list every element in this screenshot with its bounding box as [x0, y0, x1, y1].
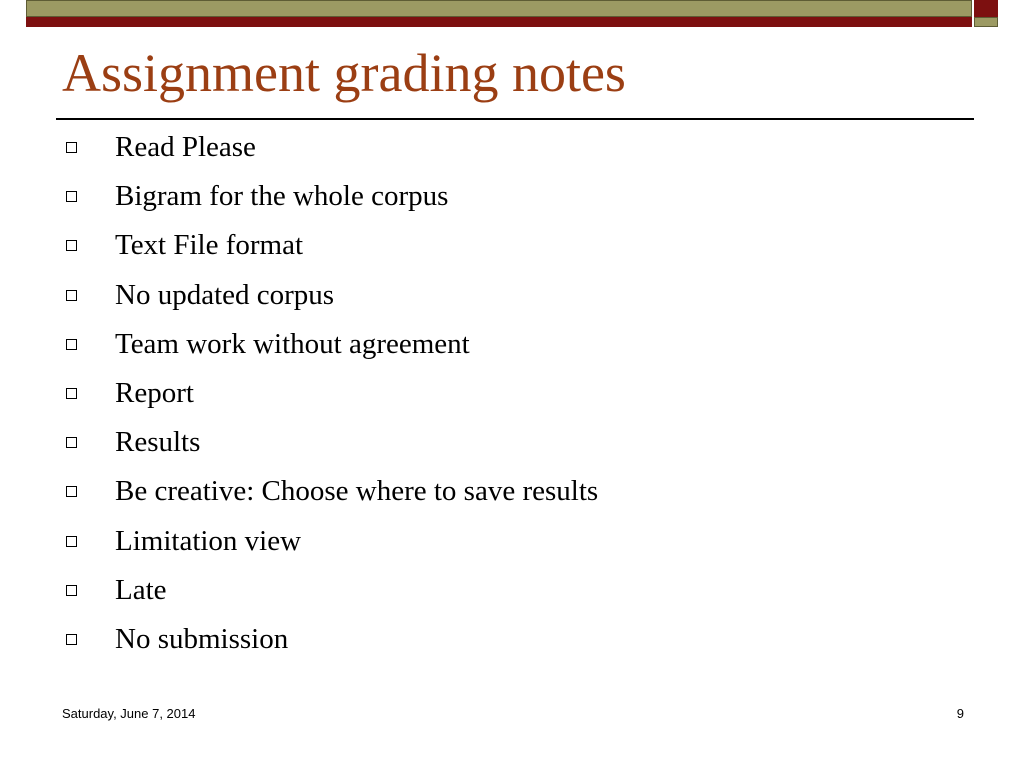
- hollow-square-bullet-icon: [66, 142, 77, 153]
- hollow-square-bullet-icon: [66, 585, 77, 596]
- bullet-item: [62, 615, 598, 664]
- maroon-band: [26, 17, 972, 27]
- bullet-text: Limitation view: [115, 524, 302, 557]
- bullet-text: Bigram for the whole corpus: [115, 180, 449, 213]
- hollow-square-bullet-icon: [66, 536, 77, 547]
- hollow-square-bullet-icon: [66, 486, 77, 497]
- hollow-square-bullet-icon: [66, 339, 77, 350]
- bullet-item: [62, 517, 598, 566]
- bullet-text: Read Please: [115, 131, 256, 164]
- bullet-item: [62, 369, 598, 418]
- hollow-square-bullet-icon: [66, 437, 77, 448]
- hollow-square-bullet-icon: [66, 634, 77, 645]
- hollow-square-bullet-icon: [66, 290, 77, 301]
- bullet-text: Be creative: Choose where to save results: [115, 475, 599, 508]
- bullet-list: [62, 123, 598, 664]
- bullet-item: [62, 320, 598, 369]
- footer-date: Saturday, June 7, 2014: [62, 706, 196, 721]
- bullet-text: Results: [115, 426, 201, 459]
- olive-band: [26, 0, 972, 17]
- title-divider: [56, 118, 974, 120]
- top-decorative-band: [0, 0, 1024, 28]
- hollow-square-bullet-icon: [66, 191, 77, 202]
- bullet-text: Text File format: [115, 229, 304, 262]
- bullet-item: [62, 467, 598, 516]
- bullet-text: Late: [115, 573, 167, 606]
- bullet-text: Team work without agreement: [115, 327, 470, 360]
- hollow-square-bullet-icon: [66, 240, 77, 251]
- bullet-text: No updated corpus: [115, 278, 335, 311]
- bullet-item: [62, 172, 598, 221]
- slide-title: Assignment grading notes: [62, 43, 626, 103]
- bullet-item: [62, 418, 598, 467]
- corner-maroon-box: [974, 0, 998, 17]
- bullet-item: [62, 221, 598, 270]
- bullet-item: [62, 566, 598, 615]
- bullet-text: Report: [115, 377, 194, 410]
- bullet-item: [62, 271, 598, 320]
- bullet-item: [62, 123, 598, 172]
- page-number: 9: [956, 706, 964, 721]
- bullet-text: No submission: [115, 622, 289, 655]
- hollow-square-bullet-icon: [66, 388, 77, 399]
- corner-olive-box: [974, 17, 998, 27]
